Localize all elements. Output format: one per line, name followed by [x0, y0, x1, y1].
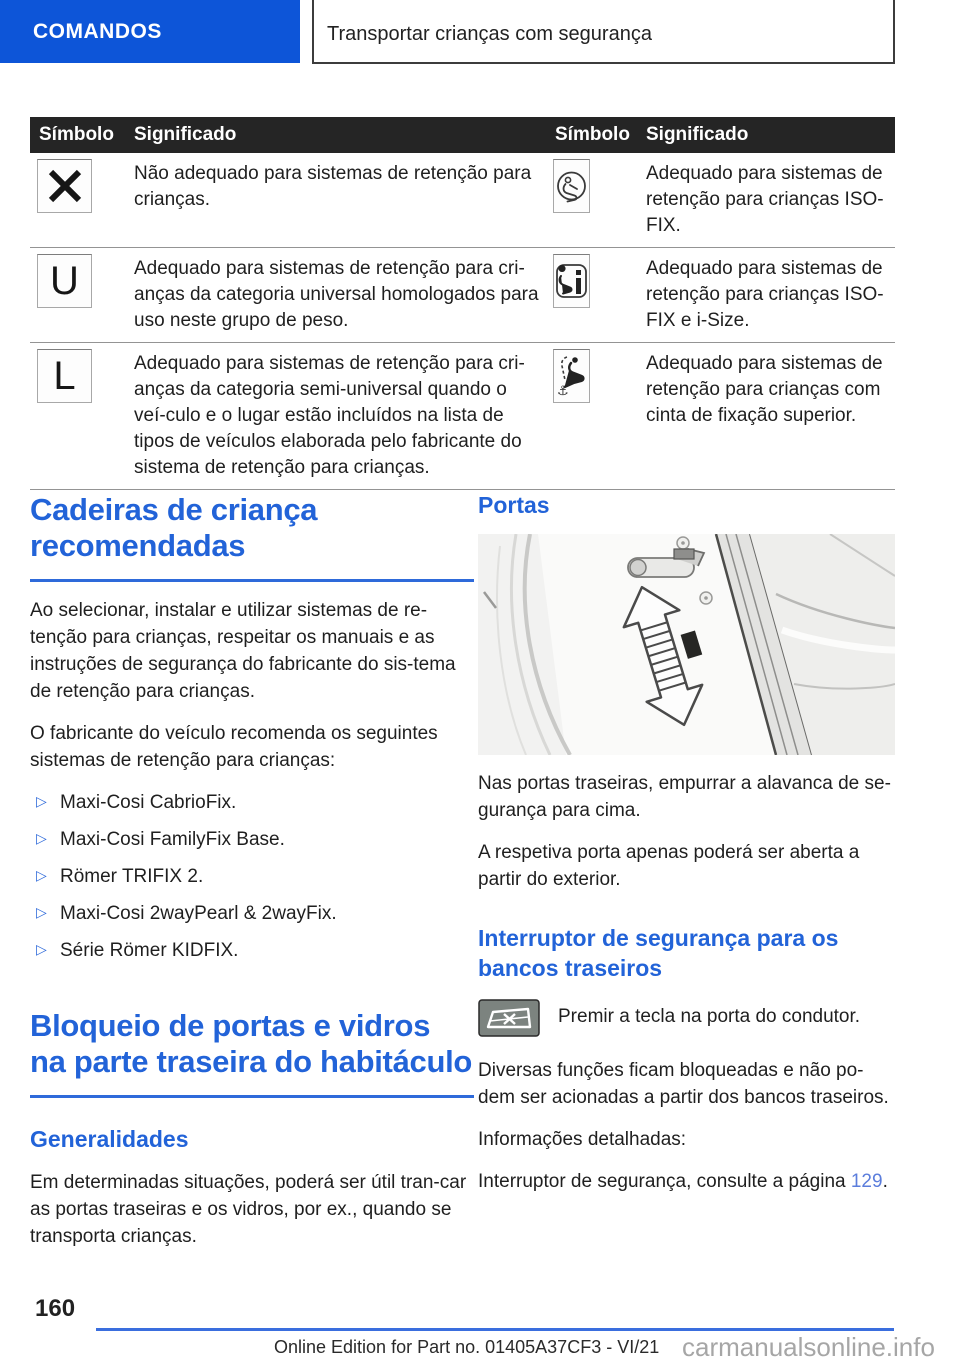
symbol-cell	[30, 254, 125, 334]
list-item-label: Série Römer KIDFIX.	[60, 940, 239, 961]
list-item	[30, 789, 474, 816]
symbol-letter-l: L	[37, 349, 92, 403]
section-heading-cadeiras: Cadeiras de criança recomendadas	[30, 480, 474, 582]
watermark-text: carmanualsonline.info	[682, 1332, 935, 1362]
page-title: Transportar crianças com segurança	[327, 22, 652, 45]
symbol-cell	[546, 159, 637, 239]
symbol-cell	[30, 159, 125, 239]
right-column	[478, 480, 896, 1210]
meaning-text: Adequado para sistemas de retenção para crianças ISO-FIX e i-Size.	[646, 258, 884, 331]
list-item-label: Römer TRIFIX 2.	[60, 866, 204, 887]
safety-switch-instruction	[478, 999, 896, 1042]
page-title-box	[312, 0, 895, 64]
link-line-prefix: Interruptor de segurança, consulte a página	[478, 1171, 851, 1192]
subheading-portas: Portas	[478, 492, 550, 518]
meaning-text: Adequado para sistemas de retenção para crianças ISO-FIX.	[646, 163, 884, 236]
paragraph: Em determinadas situações, poderá ser útil tran-car as portas traseiras e os vidros, por ex., quando se transporta crianças.	[30, 1172, 467, 1247]
x-mark-icon	[37, 159, 92, 213]
symbol-meaning-table	[30, 117, 895, 490]
col-header-significado-1: Significado	[134, 124, 237, 145]
paragraph: O fabricante do veículo recomenda os seguintes sistemas de retenção para crianças:	[30, 723, 438, 771]
chapter-tab	[0, 0, 300, 63]
table-row	[30, 343, 895, 490]
triangle-bullet-icon: ▷	[36, 942, 47, 958]
svg-text:⚓: ⚓	[557, 384, 569, 399]
meaning-text: Adequado para sistemas de retenção para cri-anças da categoria universal homologados para uso neste grupo de peso.	[134, 258, 539, 331]
footer-divider-line	[96, 1328, 894, 1331]
subheading-generalidades: Generalidades	[30, 1126, 189, 1152]
list-item	[30, 863, 474, 890]
meaning-text: Não adequado para sistemas de retenção para crianças.	[134, 163, 532, 210]
edition-note: Online Edition for Part no. 01405A37CF3 - VI/21	[274, 1337, 660, 1357]
paragraph-with-link	[478, 1168, 896, 1195]
symbol-cell	[546, 349, 637, 481]
meaning-text: Adequado para sistemas de retenção para cri-anças da categoria semi-universal quando o veí-culo e o lugar estão incluídos na lista de tipos de veículos elaborada pelo fabricante do sistema de retenção para crianças.	[134, 353, 525, 478]
paragraph: Informações detalhadas:	[478, 1129, 687, 1150]
child-seat-in-circle-icon	[553, 159, 590, 213]
col-header-simbolo-1: Símbolo	[39, 124, 114, 145]
subheading-interruptor: Interruptor de segurança para os bancos traseiros	[478, 925, 839, 981]
list-item-label: Maxi-Cosi 2wayPearl & 2wayFix.	[60, 903, 337, 924]
recommended-seats-list	[30, 789, 474, 964]
paragraph: Nas portas traseiras, empurrar a alavanca de se-gurança para cima.	[478, 773, 891, 821]
col-header-significado-2: Significado	[646, 124, 749, 145]
child-seat-top-tether-anchor-icon	[553, 349, 590, 403]
paragraph: Ao selecionar, instalar e utilizar sistemas de re-tenção para crianças, respeitar os manuais e as instruções de segurança do fabricante do sis-tema de retenção para crianças.	[30, 600, 456, 702]
table-header-row	[30, 117, 895, 153]
meaning-text: Adequado para sistemas de retenção para crianças com cinta de fixação superior.	[646, 353, 883, 426]
child-seat-i-size-icon	[553, 254, 590, 308]
section-heading-bloqueio: Bloqueio de portas e vidros na parte traseira do habitáculo	[30, 996, 474, 1098]
left-column	[30, 480, 474, 1265]
triangle-bullet-icon: ▷	[36, 794, 47, 810]
window-lock-button-icon	[478, 999, 540, 1042]
paragraph: Diversas funções ficam bloqueadas e não po-dem ser acionadas a partir dos bancos traseiros.	[478, 1060, 889, 1108]
symbol-letter-u: U	[37, 254, 92, 308]
triangle-bullet-icon: ▷	[36, 868, 47, 884]
button-caption: Premir a tecla na porta do condutor.	[558, 1006, 861, 1027]
page-number: 160	[35, 1295, 76, 1322]
symbol-cell	[546, 254, 637, 334]
triangle-bullet-icon: ▷	[36, 831, 47, 847]
list-item-label: Maxi-Cosi FamilyFix Base.	[60, 829, 285, 850]
door-safety-lever-illustration	[478, 534, 895, 755]
col-header-simbolo-2: Símbolo	[555, 124, 630, 145]
triangle-bullet-icon: ▷	[36, 905, 47, 921]
list-item	[30, 826, 474, 853]
chapter-label: COMANDOS	[33, 19, 162, 43]
page-129-link[interactable]: 129	[850, 1171, 883, 1192]
symbol-cell	[30, 349, 125, 481]
list-item-label: Maxi-Cosi CabrioFix.	[60, 792, 237, 813]
list-item	[30, 900, 474, 927]
link-line-suffix: .	[882, 1171, 888, 1192]
table-row	[30, 248, 895, 343]
table-row	[30, 153, 895, 248]
paragraph: A respetiva porta apenas poderá ser aberta a partir do exterior.	[478, 842, 860, 890]
list-item	[30, 937, 474, 964]
